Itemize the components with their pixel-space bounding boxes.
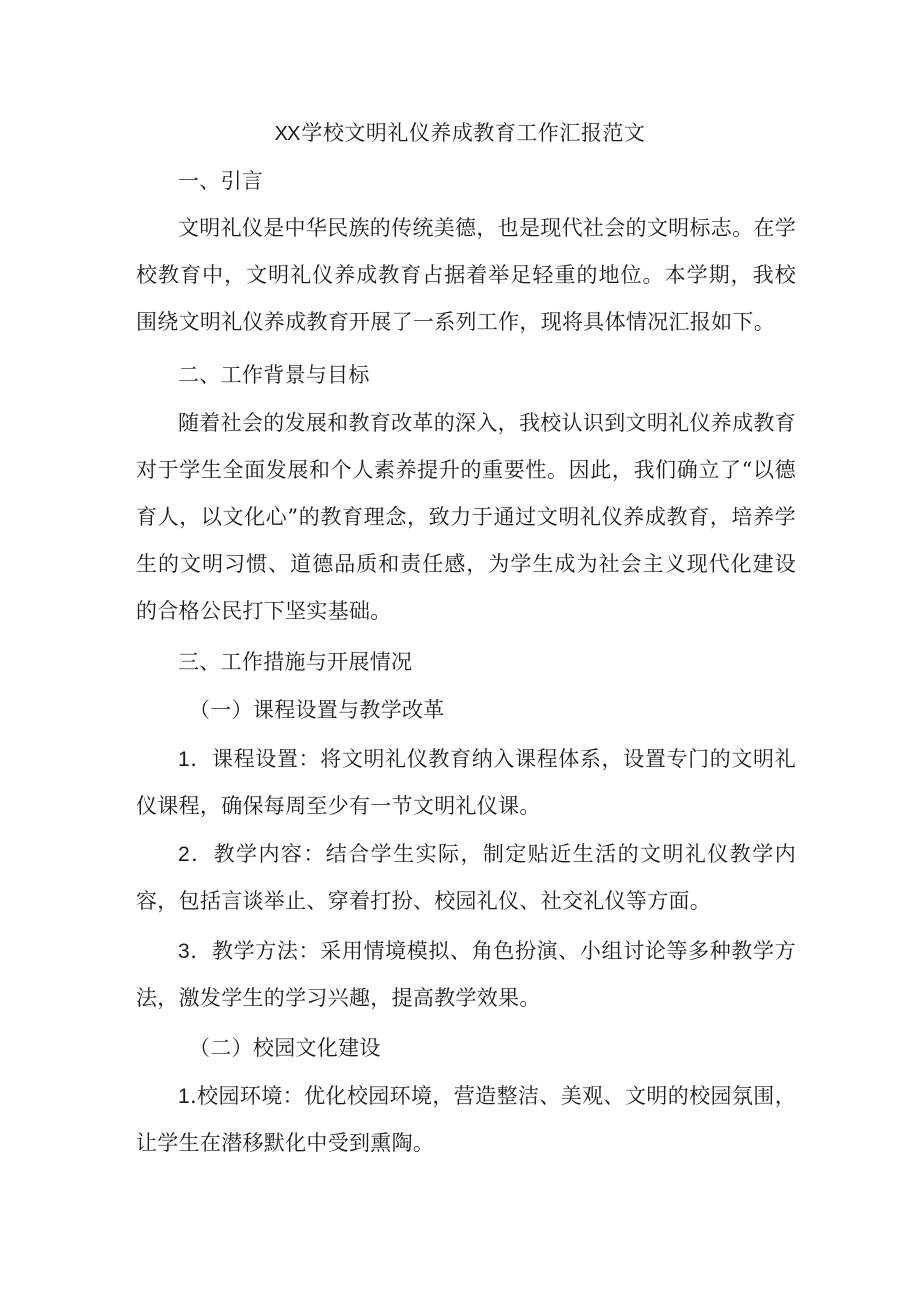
subsection-heading-curriculum: （一）课程设置与教学改革: [189, 698, 445, 722]
list-item-campus-environment: [136, 1073, 796, 1167]
list-item-text: ．课程设置：将文明礼仪教育纳入课程体系，设置专门的文明礼仪课程，确保每周至少有一节文明礼仪课。: [136, 747, 796, 818]
list-item-number: 1: [178, 1085, 190, 1108]
title-prefix: XX: [274, 123, 300, 145]
list-item-teaching-method: [136, 928, 796, 1022]
paragraph-intro: 文明礼仪是中华民族的传统美德，也是现代社会的文明标志。在学校教育中，文明礼仪养成教育占据着举足轻重的地位。本学期，我校围绕文明礼仪养成教育开展了一系列工作，现将具体情况汇报如下。: [136, 216, 796, 334]
document-title: [0, 118, 920, 149]
list-item-number: 3: [178, 940, 190, 963]
list-item-course-setting: [136, 736, 796, 830]
list-item-number: 2: [178, 843, 190, 866]
list-item-text: ．教学方法：采用情境模拟、角色扮演、小组讨论等多种教学方法，激发学生的学习兴趣，提高教学效果。: [136, 939, 796, 1010]
paragraph-background: 随着社会的发展和教育改革的深入，我校认识到文明礼仪养成教育对于学生全面发展和个人素养提升的重要性。因此，我们确立了“以德育人，以文化心”的教育理念，致力于通过文明礼仪养成教育，培养学生的文明习惯、道德品质和责任感，为学生成为社会主义现代化建设的合格公民打下坚实基础。: [136, 411, 796, 623]
list-item-teaching-content: [136, 831, 796, 925]
list-item-text: ．教学内容：结合学生实际，制定贴近生活的文明礼仪教学内容，包括言谈举止、穿着打扮、校园礼仪、社交礼仪等方面。: [136, 842, 796, 913]
list-item-text: .校园环境：优化校园环境，营造整洁、美观、文明的校园氛围，让学生在潜移默化中受到熏陶。: [136, 1084, 796, 1155]
title-text: 学校文明礼仪养成教育工作汇报范文: [301, 121, 646, 145]
section-heading-background: 二、工作背景与目标: [178, 363, 370, 387]
list-item-number: 1: [178, 748, 190, 771]
section-heading-measures: 三、工作措施与开展情况: [178, 650, 413, 674]
section-heading-intro: 一、引言: [178, 169, 264, 193]
subsection-heading-campus-culture: （二）校园文化建设: [189, 1036, 381, 1060]
